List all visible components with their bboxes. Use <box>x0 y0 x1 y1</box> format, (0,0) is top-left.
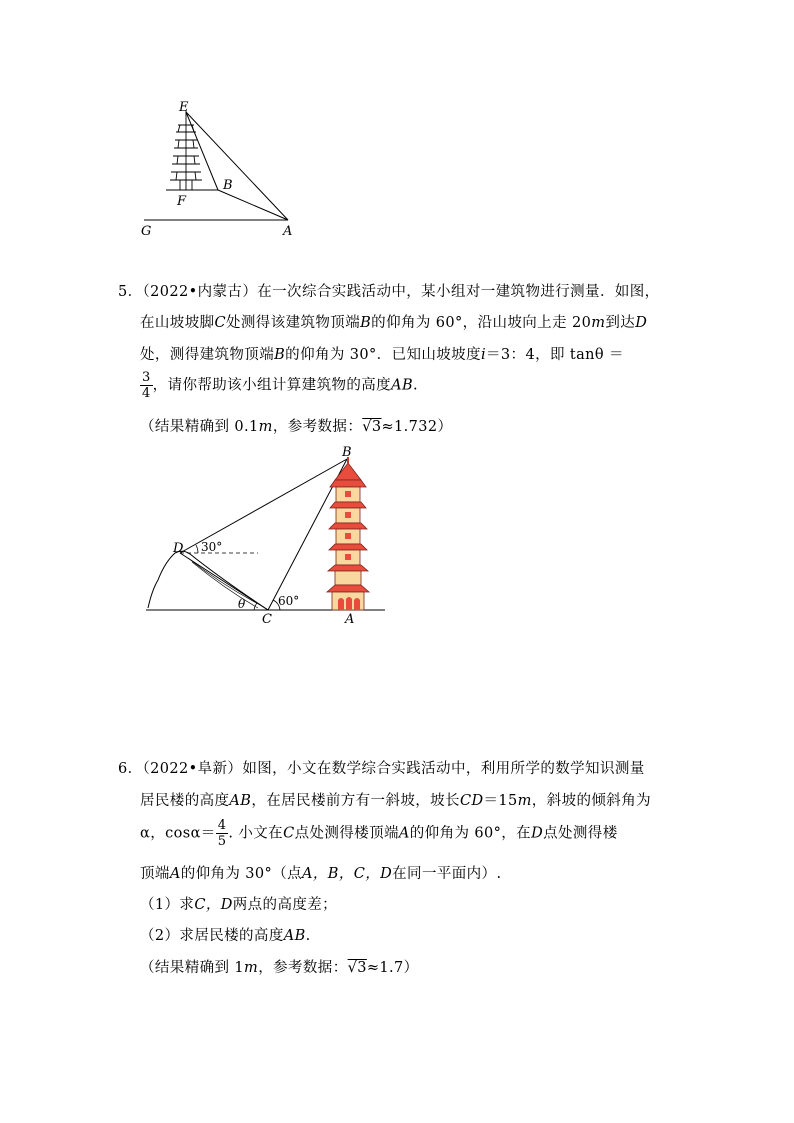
q6-text: （1）求 <box>140 897 195 913</box>
q6-line3 <box>140 818 618 849</box>
q6-line4 <box>140 862 501 883</box>
q6-text: 居民楼的高度 <box>140 793 230 809</box>
q5-frac-den: 4 <box>142 386 151 401</box>
q6-text: . <box>305 928 311 944</box>
q6-source: （2022•阜新） <box>142 761 243 777</box>
label-c: C <box>262 612 272 627</box>
q6-text: 点处测得楼 <box>543 825 618 842</box>
q5-var-d: D <box>635 315 648 331</box>
q5-unit-m: m <box>258 419 273 435</box>
q6-var-ab: AB <box>229 793 252 809</box>
q6-var-ab: AB <box>283 928 306 944</box>
label-theta: θ <box>238 597 246 611</box>
q6-hint <box>140 956 419 977</box>
hill-shape <box>148 551 268 610</box>
q6-text: 点处测得楼顶端 <box>294 825 399 842</box>
label-g: G <box>141 224 152 239</box>
q5-sqrt3: √3 <box>362 419 382 435</box>
q6-text: （2）求居民楼的高度 <box>140 928 284 944</box>
q5-source: （2022•内蒙古） <box>142 284 258 300</box>
q6-text: ，斜坡的倾斜角为 <box>531 793 651 809</box>
label-d: D <box>173 541 184 556</box>
q5-line2 <box>140 311 647 332</box>
q6-text: ≈1.7） <box>366 960 419 976</box>
q6-var-d: D <box>531 825 544 842</box>
label-f: F <box>177 194 187 209</box>
q6-var-c: C <box>283 825 295 842</box>
q5-var-ab: AB <box>391 377 414 394</box>
q6-var-a: A <box>169 866 181 882</box>
q5-line3 <box>140 343 624 364</box>
q5-text: 处测得该建筑物顶端 <box>226 315 361 331</box>
q6-text: ，在居民楼前方有一斜坡，坡长 <box>251 793 460 809</box>
q6-text: 顶端 <box>140 866 170 882</box>
q5-text: 在山坡坡脚 <box>140 315 215 331</box>
q6-unit-m: m <box>517 793 532 809</box>
pagoda-icon <box>170 110 202 190</box>
label-a: A <box>345 612 355 627</box>
q6-text: ，参考数据： <box>258 960 348 976</box>
q5-text: ＝3：4，即 tanθ ＝ <box>486 347 624 363</box>
q5-text: 的仰角为 30°．已知山坡坡度 <box>285 347 481 363</box>
q6-fraction <box>216 818 229 849</box>
q5-var-b: B <box>360 315 372 331</box>
label-b: B <box>342 445 352 460</box>
figure-q4 <box>130 95 310 245</box>
q6-line2 <box>140 789 651 810</box>
q5-text: （结果精确到 0.1 <box>140 419 259 435</box>
q5-hint <box>140 415 452 436</box>
q6-frac-num: 4 <box>217 818 227 833</box>
label-a: A <box>283 224 293 239</box>
q5-frac-num: 3 <box>142 370 151 385</box>
q6-line1 <box>118 757 645 778</box>
q6-text: （结果精确到 1 <box>140 960 245 976</box>
q6-text: 在同一平面内）. <box>392 866 502 882</box>
label-angle-60: 60° <box>278 594 300 608</box>
q5-text: 处，测得建筑物顶端 <box>140 347 275 363</box>
q6-sub2 <box>140 924 311 945</box>
q5-text: 到达 <box>605 315 636 331</box>
q6-unit-m: m <box>244 960 259 976</box>
q6-number: 6． <box>118 761 143 777</box>
q6-text: 如图，小文在数学综合实践活动中，利用所学的数学知识测量 <box>242 761 645 777</box>
q5-text: ≈1.732） <box>381 419 453 435</box>
label-angle-30: 30° <box>201 540 223 554</box>
slope-dc <box>180 553 268 610</box>
q5-line1 <box>118 280 660 301</box>
q6-var-cd: C，D <box>194 897 233 913</box>
pagoda-icon <box>327 457 369 610</box>
q6-sqrt3: √3 <box>347 960 367 976</box>
q5-fraction <box>140 370 153 401</box>
q6-text: α，cosα＝ <box>140 825 216 842</box>
q6-frac-den: 5 <box>217 834 227 849</box>
q6-text: 两点的高度差； <box>232 897 338 913</box>
figure-q5 <box>140 440 390 630</box>
q6-sub1 <box>140 893 337 914</box>
q5-number: 5． <box>118 284 143 300</box>
q5-unit-m: m <box>591 315 606 331</box>
q5-text: . <box>413 377 419 394</box>
q6-var-cd: CD <box>459 793 484 809</box>
q5-line4 <box>140 370 418 401</box>
angle-arc-30 <box>196 545 198 553</box>
q5-var-b: B <box>274 347 286 363</box>
q6-text: . 小文在 <box>228 825 284 842</box>
label-b: B <box>223 178 233 193</box>
line-ba <box>218 190 288 220</box>
q6-text: 的仰角为 30°（点 <box>180 866 302 882</box>
q6-var-a: A <box>398 825 410 842</box>
q5-text: ，请你帮助该小组计算建筑物的高度 <box>152 377 392 394</box>
q6-text: 的仰角为 60°，在 <box>409 825 532 842</box>
label-e: E <box>179 100 189 115</box>
q6-text: ＝15 <box>483 793 518 809</box>
line-eb <box>186 112 218 190</box>
q6-points: A，B，C，D <box>302 866 393 882</box>
q5-text: 在一次综合实践活动中，某小组对一建筑物进行测量．如图， <box>257 284 660 300</box>
q5-text: 的仰角为 60°，沿山坡向上走 20 <box>371 315 592 331</box>
q5-text: ，参考数据： <box>272 419 363 435</box>
line-ea <box>186 112 288 220</box>
q5-var-c: C <box>214 315 226 331</box>
q5-var-i: i <box>480 347 487 363</box>
